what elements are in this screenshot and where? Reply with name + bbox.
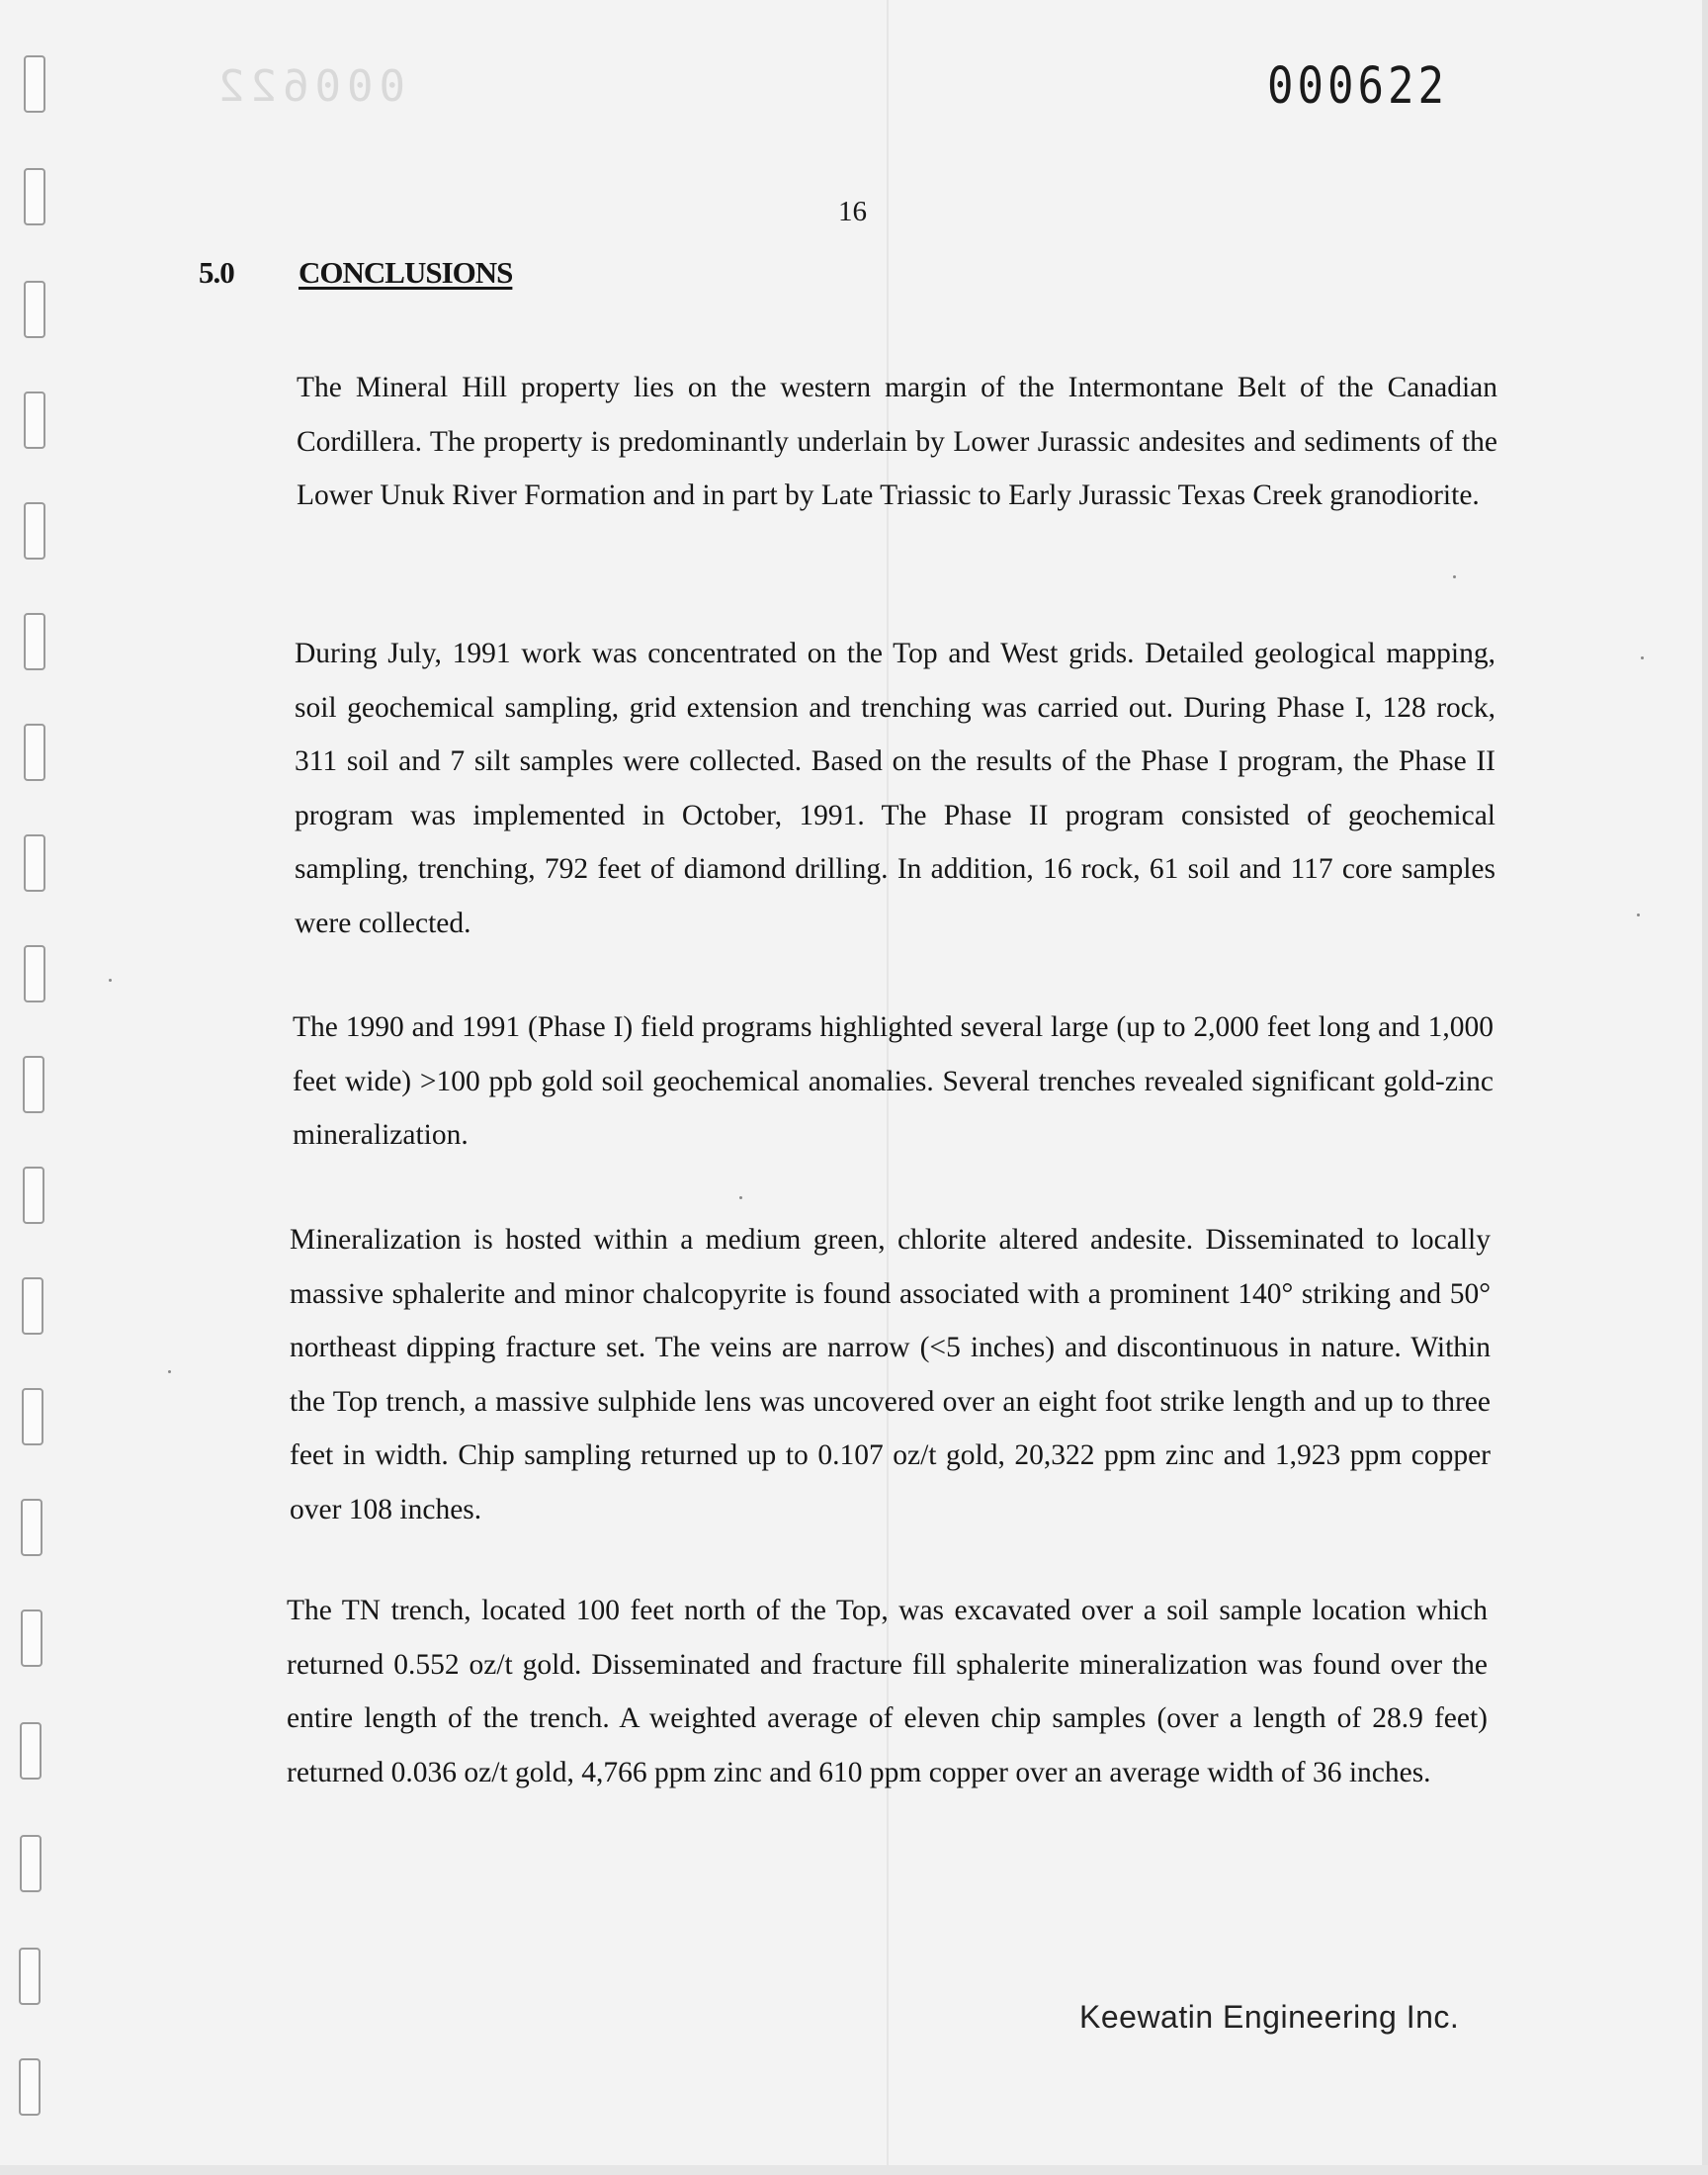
company-footer: Keewatin Engineering Inc. [1079,1999,1460,2035]
binding-hole [19,2058,41,2116]
paragraph-field-results: The 1990 and 1991 (Phase I) field programs highlighted several large (up to 2,000 feet long and 1,000 feet wide) >100 ppb gold soil geochemical anomalies. Several trenches revealed significant gold-zinc mineralization. [293,1011,1494,1151]
binding-hole [20,1835,42,1892]
binding-hole [24,392,45,449]
binding-hole [24,834,45,892]
scan-speck [1453,575,1456,578]
binding-hole [23,1167,44,1224]
binding-hole [24,55,45,113]
binding-hole [24,168,45,225]
document-number: 000622 [1267,57,1448,116]
binding-hole [20,1722,42,1780]
page-edge-right [1702,0,1708,2175]
paragraph-mineralization: Mineralization is hosted within a medium green, chlorite altered andesite. Disseminated to locally massive sphalerite and minor chalcopyrite is found associated with a prominent 140° striking and 50° northeast dipping fracture set. The veins are narrow (<5 inches) and discontinuous in nature. Within the Top trench, a massive sulphide lens was uncovered over an eight foot strike length and up to three feet in width. Chip sampling returned up to 0.107 oz/t gold, 20,322 ppm zinc and 1,923 ppm copper over 108 inches. [290,1224,1491,1525]
binding-hole [24,613,45,670]
section-title: CONCLUSIONS [299,255,513,290]
binding-hole [21,1610,43,1667]
binding-hole [23,1056,44,1113]
paragraph-work-program: During July, 1991 work was concentrated on the Top and West grids. Detailed geological mapping, soil geochemical sampling, grid extension and trenching was carried out. During Phase I, 128 rock, 311 soil and 7 silt samples were collected. Based on the results of the Phase I program, the Phase II program was implemented in October, 1991. The Phase II program consisted of geochemical sampling, trenching, 792 feet of diamond drilling. In addition, 16 rock, 61 soil and 117 core samples were collected. [295,638,1495,939]
binding-hole [24,724,45,781]
binding-hole [24,281,45,338]
section-number: 5.0 [199,255,234,290]
binding-hole [21,1499,43,1556]
binding-hole [22,1277,43,1335]
paragraph-property-geology: The Mineral Hill property lies on the western margin of the Intermontane Belt of the Canadian Cordillera. The property is predominantly underlain by Lower Jurassic andesites and sediments of the Lower Unuk River Formation and in part by Late Triassic to Early Jurassic Texas Creek granodiorite. [297,372,1497,511]
binding-hole [24,502,45,560]
binding-hole [24,945,45,1002]
page-number: 16 [838,196,867,227]
page-edge-bottom [0,2165,1708,2175]
paragraph-tn-trench: The TN trench, located 100 feet north of the Top, was excavated over a soil sample location which returned 0.552 oz/t gold. Disseminated and fracture fill sphalerite mineralization was found over the entire length of the trench. A weighted average of eleven chip samples (over a length of 28.9 feet) returned 0.036 oz/t gold, 4,766 ppm zinc and 610 ppm copper over an average width of 36 inches. [287,1595,1488,1788]
scan-speck [1637,914,1640,916]
binding-hole [22,1388,43,1445]
bleed-through-number: 000622 [213,61,405,112]
binding-hole [19,1948,41,2005]
scan-speck [1641,656,1644,659]
scan-speck [739,1196,742,1199]
scan-speck [109,979,112,982]
scan-speck [168,1370,171,1373]
